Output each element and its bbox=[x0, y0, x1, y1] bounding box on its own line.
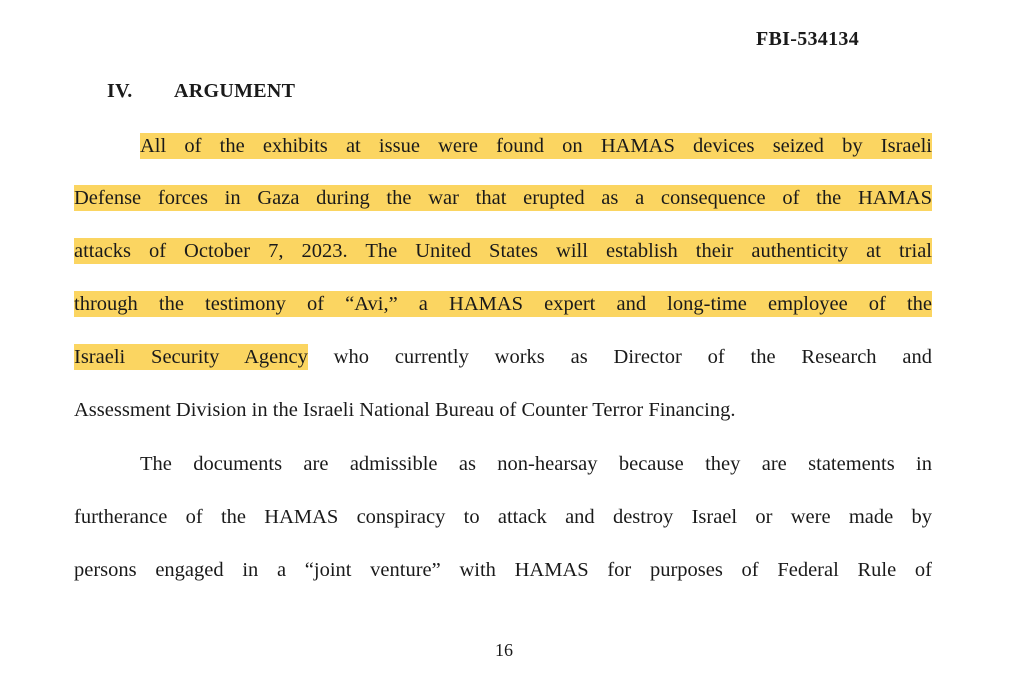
highlighted-text: through the testimony of “Avi,” a HAMAS expert and long-time employee of the bbox=[74, 293, 932, 315]
body-text: The documents are admissible as non-hearsay because they are statements in bbox=[140, 453, 932, 475]
section-title: ARGUMENT bbox=[174, 80, 296, 102]
body-text: furtherance of the HAMAS conspiracy to attack and destroy Israel or were made by bbox=[74, 506, 932, 528]
highlighted-text: Israeli Security Agency bbox=[74, 346, 308, 368]
page-number: 16 bbox=[495, 640, 513, 660]
document-id: FBI-534134 bbox=[756, 28, 859, 50]
paragraph-line bbox=[74, 183, 932, 213]
paragraph-line bbox=[74, 395, 932, 425]
body-text: persons engaged in a “joint venture” with HAMAS for purposes of Federal Rule of bbox=[74, 559, 932, 581]
section-heading bbox=[107, 80, 295, 103]
highlighted-text: attacks of October 7, 2023. The United States will establish their authenticity at trial bbox=[74, 240, 932, 262]
paragraph-line bbox=[74, 236, 932, 266]
paragraph-line bbox=[74, 342, 932, 372]
paragraph-line bbox=[140, 449, 932, 479]
highlighted-text: All of the exhibits at issue were found on HAMAS devices seized by Israeli bbox=[140, 135, 932, 157]
highlighted-text: Defense forces in Gaza during the war that erupted as a consequence of the HAMAS bbox=[74, 187, 932, 209]
paragraph-line bbox=[74, 289, 932, 319]
body-text: who currently works as Director of the Research and bbox=[307, 346, 932, 368]
paragraph-line bbox=[74, 555, 932, 585]
body-text: Assessment Division in the Israeli National Bureau of Counter Terror Financing. bbox=[74, 399, 736, 421]
section-number: IV. bbox=[107, 80, 133, 102]
paragraph-line bbox=[140, 131, 932, 161]
paragraph-line bbox=[74, 502, 932, 532]
